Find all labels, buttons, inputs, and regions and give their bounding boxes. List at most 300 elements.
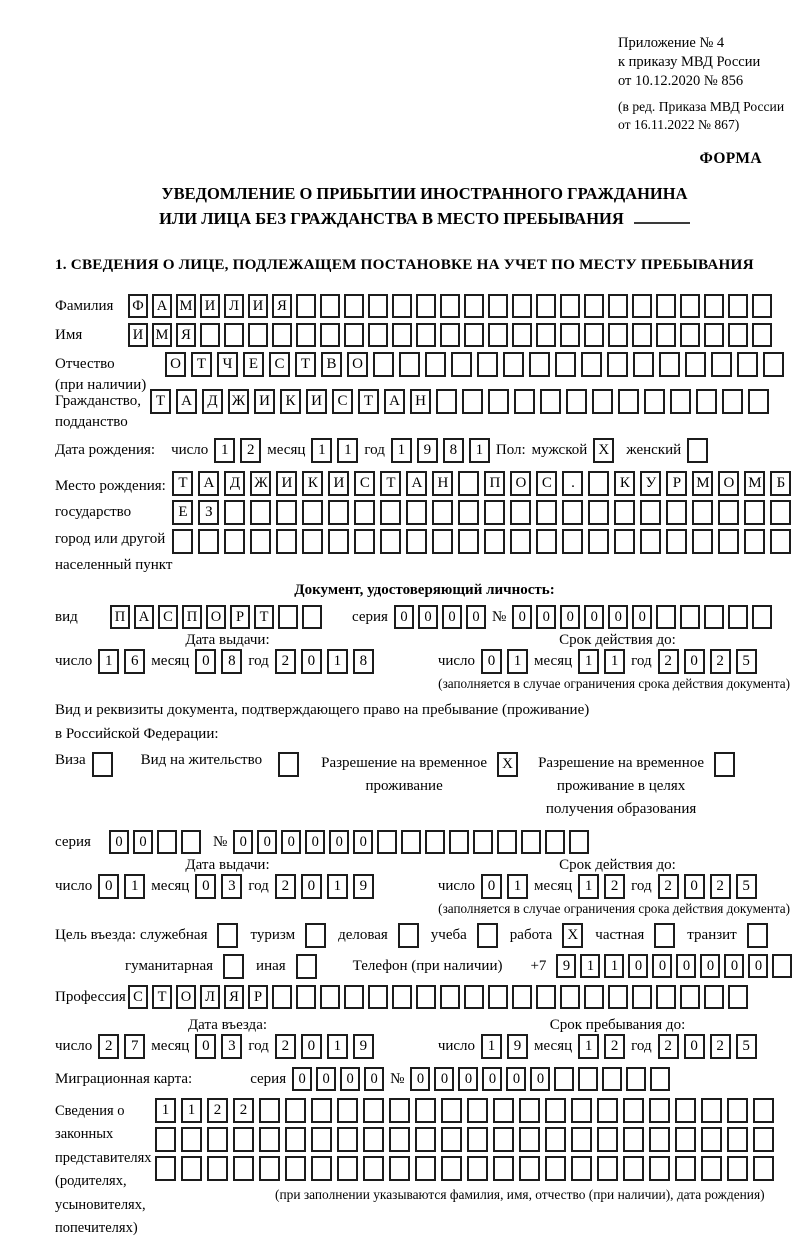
char-box[interactable] [302,500,323,525]
char-box[interactable]: 0 [353,830,373,854]
char-box[interactable]: 5 [736,874,757,899]
char-box[interactable] [718,529,739,554]
char-box[interactable]: 1 [337,438,358,463]
char-box[interactable] [217,923,238,948]
char-box[interactable] [704,294,724,318]
char-box[interactable]: 2 [275,874,296,899]
char-box[interactable] [545,1156,566,1181]
char-box[interactable]: И [254,389,275,414]
char-box[interactable]: Я [176,323,196,347]
char-box[interactable] [389,1127,410,1152]
char-box[interactable]: 0 [292,1067,312,1091]
char-box[interactable]: 0 [560,605,580,629]
char-box[interactable] [608,323,628,347]
char-box[interactable] [536,529,557,554]
char-box[interactable] [584,294,604,318]
char-box[interactable] [747,923,768,948]
char-box[interactable] [233,1156,254,1181]
char-box[interactable] [770,529,791,554]
char-box[interactable]: 0 [748,954,768,978]
char-box[interactable] [278,752,299,777]
char-box[interactable] [198,529,219,554]
char-box[interactable]: И [276,471,297,496]
char-box[interactable]: С [332,389,353,414]
char-box[interactable]: . [562,471,583,496]
char-box[interactable]: О [176,985,196,1009]
char-box[interactable]: З [198,500,219,525]
char-box[interactable] [521,830,541,854]
char-box[interactable] [545,1098,566,1123]
char-box[interactable]: 0 [442,605,462,629]
char-box[interactable] [432,500,453,525]
char-box[interactable]: Л [224,294,244,318]
char-box[interactable]: Н [432,471,453,496]
char-box[interactable] [722,389,743,414]
char-box[interactable] [536,323,556,347]
char-box[interactable]: И [306,389,327,414]
char-box[interactable] [607,352,628,377]
char-box[interactable]: 0 [481,874,502,899]
char-box[interactable] [458,500,479,525]
char-box[interactable] [328,500,349,525]
char-box[interactable] [744,529,765,554]
char-box[interactable]: 0 [608,605,628,629]
char-box[interactable]: 2 [710,874,731,899]
char-box[interactable] [503,352,524,377]
char-box[interactable] [380,529,401,554]
char-box[interactable]: 2 [710,1034,731,1059]
char-box[interactable] [233,1127,254,1152]
char-box[interactable] [440,985,460,1009]
char-box[interactable]: 1 [98,649,119,674]
char-box[interactable] [392,985,412,1009]
char-box[interactable]: 0 [506,1067,526,1091]
char-box[interactable]: Т [254,605,274,629]
char-box[interactable] [560,323,580,347]
char-box[interactable] [285,1127,306,1152]
char-box[interactable] [608,294,628,318]
char-box[interactable]: С [354,471,375,496]
char-box[interactable] [477,923,498,948]
char-box[interactable] [311,1127,332,1152]
char-box[interactable] [623,1127,644,1152]
char-box[interactable]: 8 [353,649,374,674]
char-box[interactable] [529,352,550,377]
char-box[interactable]: И [200,294,220,318]
char-box[interactable] [680,985,700,1009]
char-box[interactable] [368,985,388,1009]
char-box[interactable] [560,294,580,318]
char-box[interactable] [649,1127,670,1152]
char-box[interactable] [602,1067,622,1091]
char-box[interactable]: 1 [327,1034,348,1059]
char-box[interactable]: 2 [275,649,296,674]
char-box[interactable]: М [744,471,765,496]
char-box[interactable] [687,438,708,463]
char-box[interactable] [181,1127,202,1152]
char-box[interactable]: Д [202,389,223,414]
char-box[interactable]: Т [295,352,316,377]
char-box[interactable] [519,1156,540,1181]
char-box[interactable] [618,389,639,414]
char-box[interactable]: 2 [233,1098,254,1123]
char-box[interactable] [510,529,531,554]
char-box[interactable] [432,529,453,554]
char-box[interactable]: Б [770,471,791,496]
char-box[interactable]: А [384,389,405,414]
char-box[interactable]: П [110,605,130,629]
char-box[interactable] [467,1156,488,1181]
char-box[interactable] [223,954,244,979]
char-box[interactable]: 0 [512,605,532,629]
char-box[interactable] [519,1098,540,1123]
char-box[interactable]: 1 [214,438,235,463]
char-box[interactable] [640,500,661,525]
char-box[interactable]: 2 [604,874,625,899]
char-box[interactable] [597,1156,618,1181]
char-box[interactable]: Т [152,985,172,1009]
char-box[interactable] [680,294,700,318]
char-box[interactable] [666,500,687,525]
char-box[interactable] [680,605,700,629]
char-box[interactable] [296,294,316,318]
char-box[interactable] [581,352,602,377]
char-box[interactable]: 0 [305,830,325,854]
char-box[interactable]: 0 [109,830,129,854]
char-box[interactable] [207,1127,228,1152]
char-box[interactable] [464,294,484,318]
char-box[interactable]: В [321,352,342,377]
char-box[interactable]: Я [272,294,292,318]
char-box[interactable]: Р [666,471,687,496]
char-box[interactable]: 0 [98,874,119,899]
char-box[interactable] [272,323,292,347]
char-box[interactable]: Ж [228,389,249,414]
char-box[interactable]: 0 [652,954,672,978]
char-box[interactable] [562,529,583,554]
char-box[interactable]: А [134,605,154,629]
char-box[interactable] [276,529,297,554]
char-box[interactable] [377,830,397,854]
char-box[interactable] [488,294,508,318]
char-box[interactable] [711,352,732,377]
char-box[interactable] [566,389,587,414]
char-box[interactable]: К [280,389,301,414]
char-box[interactable]: 0 [700,954,720,978]
char-box[interactable] [368,294,388,318]
char-box[interactable] [632,323,652,347]
char-box[interactable]: 0 [195,1034,216,1059]
char-box[interactable] [753,1156,774,1181]
char-box[interactable] [416,294,436,318]
char-box[interactable]: 0 [233,830,253,854]
char-box[interactable]: 5 [736,649,757,674]
char-box[interactable] [493,1127,514,1152]
char-box[interactable] [675,1127,696,1152]
char-box[interactable] [569,830,589,854]
char-box[interactable]: И [328,471,349,496]
char-box[interactable] [368,323,388,347]
char-box[interactable] [704,323,724,347]
char-box[interactable] [302,605,322,629]
char-box[interactable] [248,323,268,347]
char-box[interactable]: Я [224,985,244,1009]
char-box[interactable]: 0 [628,954,648,978]
char-box[interactable] [451,352,472,377]
char-box[interactable] [685,352,706,377]
char-box[interactable]: Т [380,471,401,496]
char-box[interactable] [519,1127,540,1152]
char-box[interactable]: П [484,471,505,496]
char-box[interactable] [772,954,792,978]
char-box[interactable] [701,1156,722,1181]
char-box[interactable] [441,1098,462,1123]
char-box[interactable]: 0 [530,1067,550,1091]
char-box[interactable] [399,352,420,377]
char-box[interactable]: О [165,352,186,377]
char-box[interactable] [696,389,717,414]
char-box[interactable] [728,294,748,318]
char-box[interactable] [425,830,445,854]
char-box[interactable] [363,1156,384,1181]
char-box[interactable] [363,1127,384,1152]
char-box[interactable] [656,985,676,1009]
char-box[interactable] [728,985,748,1009]
char-box[interactable] [354,529,375,554]
char-box[interactable]: 1 [327,874,348,899]
char-box[interactable] [614,529,635,554]
char-box[interactable] [389,1098,410,1123]
char-box[interactable]: 1 [327,649,348,674]
char-box[interactable] [536,500,557,525]
char-box[interactable] [536,294,556,318]
char-box[interactable] [373,352,394,377]
char-box[interactable] [157,830,177,854]
char-box[interactable] [224,529,245,554]
char-box[interactable] [484,500,505,525]
char-box[interactable] [692,529,713,554]
char-box[interactable] [441,1127,462,1152]
char-box[interactable]: X [497,752,518,777]
char-box[interactable] [714,752,735,777]
char-box[interactable] [464,323,484,347]
char-box[interactable] [477,352,498,377]
char-box[interactable]: 2 [207,1098,228,1123]
char-box[interactable]: 1 [124,874,145,899]
char-box[interactable]: К [302,471,323,496]
char-box[interactable] [285,1098,306,1123]
char-box[interactable] [311,1156,332,1181]
char-box[interactable]: Ф [128,294,148,318]
char-box[interactable] [207,1156,228,1181]
char-box[interactable]: 2 [275,1034,296,1059]
char-box[interactable]: 0 [676,954,696,978]
char-box[interactable] [718,500,739,525]
char-box[interactable]: 8 [443,438,464,463]
char-box[interactable]: Ж [250,471,271,496]
char-box[interactable] [514,389,535,414]
char-box[interactable]: X [562,923,583,948]
char-box[interactable] [512,294,532,318]
char-box[interactable]: 1 [580,954,600,978]
char-box[interactable]: 0 [632,605,652,629]
char-box[interactable] [562,500,583,525]
char-box[interactable]: У [640,471,661,496]
char-box[interactable] [753,1127,774,1152]
char-box[interactable] [250,529,271,554]
char-box[interactable]: 0 [329,830,349,854]
char-box[interactable]: 1 [391,438,412,463]
char-box[interactable]: 0 [418,605,438,629]
char-box[interactable]: А [406,471,427,496]
char-box[interactable] [415,1156,436,1181]
char-box[interactable] [406,500,427,525]
char-box[interactable] [571,1156,592,1181]
char-box[interactable] [440,294,460,318]
char-box[interactable] [554,1067,574,1091]
char-box[interactable] [276,500,297,525]
char-box[interactable] [436,389,457,414]
char-box[interactable] [259,1156,280,1181]
char-box[interactable] [467,1127,488,1152]
char-box[interactable] [389,1156,410,1181]
char-box[interactable] [363,1098,384,1123]
char-box[interactable] [584,323,604,347]
char-box[interactable]: 5 [736,1034,757,1059]
char-box[interactable] [545,830,565,854]
char-box[interactable] [571,1127,592,1152]
char-box[interactable]: 1 [481,1034,502,1059]
char-box[interactable] [497,830,517,854]
char-box[interactable]: 0 [684,1034,705,1059]
char-box[interactable] [670,389,691,414]
char-box[interactable] [770,500,791,525]
char-box[interactable] [464,985,484,1009]
char-box[interactable] [250,500,271,525]
char-box[interactable]: К [614,471,635,496]
char-box[interactable]: С [158,605,178,629]
char-box[interactable] [632,985,652,1009]
char-box[interactable] [440,323,460,347]
char-box[interactable] [415,1098,436,1123]
char-box[interactable]: 0 [301,874,322,899]
char-box[interactable] [560,985,580,1009]
char-box[interactable]: 0 [316,1067,336,1091]
char-box[interactable] [181,830,201,854]
char-box[interactable] [744,500,765,525]
char-box[interactable]: А [152,294,172,318]
char-box[interactable] [337,1098,358,1123]
char-box[interactable] [727,1156,748,1181]
char-box[interactable]: 0 [394,605,414,629]
char-box[interactable]: И [248,294,268,318]
char-box[interactable]: 0 [133,830,153,854]
char-box[interactable] [380,500,401,525]
char-box[interactable] [493,1156,514,1181]
char-box[interactable] [512,985,532,1009]
char-box[interactable]: Ч [217,352,238,377]
char-box[interactable] [398,923,419,948]
char-box[interactable] [473,830,493,854]
char-box[interactable] [748,389,769,414]
char-box[interactable] [296,985,316,1009]
char-box[interactable] [392,323,412,347]
char-box[interactable]: 0 [684,649,705,674]
char-box[interactable]: 9 [507,1034,528,1059]
char-box[interactable] [278,605,298,629]
char-box[interactable] [172,529,193,554]
char-box[interactable]: 2 [604,1034,625,1059]
char-box[interactable]: Е [172,500,193,525]
char-box[interactable] [588,500,609,525]
char-box[interactable]: 1 [578,1034,599,1059]
char-box[interactable] [675,1098,696,1123]
char-box[interactable] [285,1156,306,1181]
char-box[interactable]: О [206,605,226,629]
char-box[interactable] [555,352,576,377]
char-box[interactable] [320,294,340,318]
char-box[interactable]: 1 [604,954,624,978]
char-box[interactable]: 0 [684,874,705,899]
char-box[interactable]: 0 [301,1034,322,1059]
char-box[interactable]: 0 [481,649,502,674]
char-box[interactable] [623,1098,644,1123]
char-box[interactable] [344,294,364,318]
char-box[interactable] [752,294,772,318]
char-box[interactable] [493,1098,514,1123]
char-box[interactable] [510,500,531,525]
char-box[interactable] [597,1127,618,1152]
char-box[interactable]: 9 [417,438,438,463]
char-box[interactable]: X [593,438,614,463]
char-box[interactable] [649,1098,670,1123]
char-box[interactable] [458,529,479,554]
char-box[interactable] [259,1127,280,1152]
char-box[interactable]: М [152,323,172,347]
char-box[interactable] [571,1098,592,1123]
char-box[interactable]: 1 [155,1098,176,1123]
char-box[interactable] [392,294,412,318]
char-box[interactable]: 0 [536,605,556,629]
char-box[interactable] [752,323,772,347]
char-box[interactable]: Т [150,389,171,414]
char-box[interactable]: 0 [281,830,301,854]
char-box[interactable] [540,389,561,414]
char-box[interactable]: М [692,471,713,496]
char-box[interactable] [584,985,604,1009]
char-box[interactable] [224,500,245,525]
char-box[interactable] [344,323,364,347]
char-box[interactable]: 0 [584,605,604,629]
char-box[interactable]: О [347,352,368,377]
char-box[interactable]: 2 [240,438,261,463]
char-box[interactable]: 0 [482,1067,502,1091]
char-box[interactable]: 3 [221,1034,242,1059]
char-box[interactable]: Р [230,605,250,629]
char-box[interactable] [200,323,220,347]
char-box[interactable] [92,752,113,777]
char-box[interactable] [328,529,349,554]
char-box[interactable]: 0 [458,1067,478,1091]
char-box[interactable]: 1 [578,874,599,899]
char-box[interactable]: Т [172,471,193,496]
char-box[interactable] [484,529,505,554]
char-box[interactable]: 1 [507,874,528,899]
char-box[interactable] [425,352,446,377]
char-box[interactable] [296,954,317,979]
char-box[interactable] [416,985,436,1009]
char-box[interactable] [632,294,652,318]
